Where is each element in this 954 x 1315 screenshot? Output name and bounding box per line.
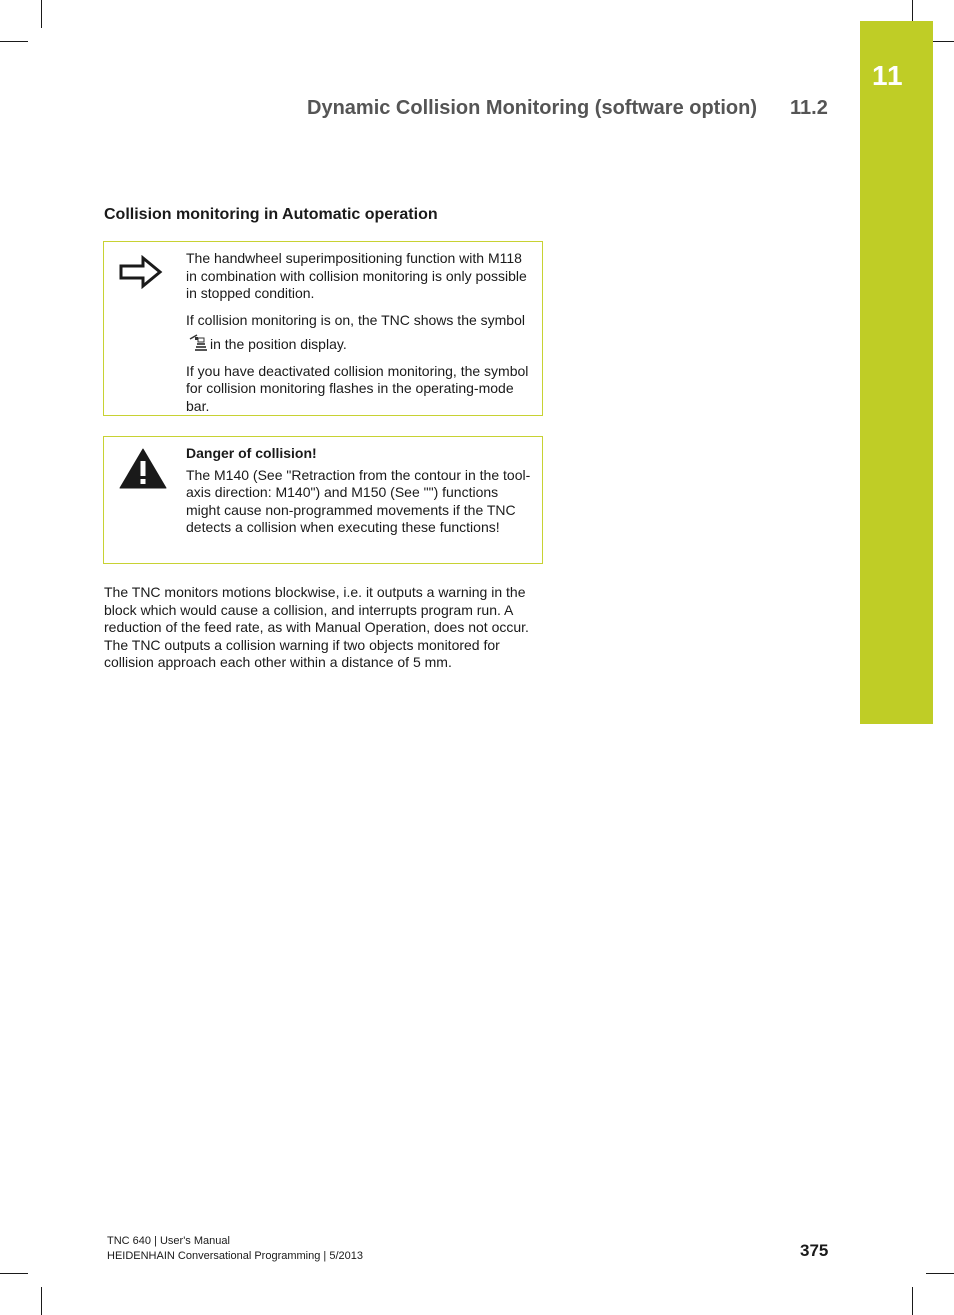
note-text: in the position display. [210,335,347,352]
warning-box-text [186,445,534,542]
crop-mark [0,41,28,42]
note-box-text [186,250,534,420]
crop-mark [41,1287,42,1315]
running-header-section: 11.2 [790,97,828,119]
note-paragraph: The handwheel superimpositioning function with M118 in combination with collision monitoring is only possible in stopped condition. [186,250,527,301]
warning-box [103,436,543,564]
note-box [103,241,543,416]
chapter-tab [860,21,933,724]
crop-mark [912,1287,913,1315]
warning-paragraph: The M140 (See "Retraction from the contour in the tool-axis direction: M140") and M150 (See "") functions might cause non-programmed movements if the TNC detects a collision when executing these functions! [186,466,531,535]
footer-line: TNC 640 | User's Manual [107,1235,230,1247]
crop-mark [926,1273,954,1274]
arrow-right-icon [118,255,164,294]
running-header-title: Dynamic Collision Monitoring (software option) [307,97,757,119]
page-number: 375 [800,1241,829,1260]
chapter-number: 11 [872,60,904,91]
note-paragraph [186,308,534,358]
section-heading: Collision monitoring in Automatic operation [104,206,438,223]
footer-line: HEIDENHAIN Conversational Programming | 5/2013 [107,1250,363,1262]
collision-monitoring-icon [188,334,208,358]
note-text: If collision monitoring is on, the TNC shows the symbol [186,311,525,328]
warning-icon [119,447,167,494]
warning-title: Danger of collision! [186,445,317,461]
note-paragraph: If you have deactivated collision monitoring, the symbol for collision monitoring flashes in the operating-mode bar. [186,362,529,414]
crop-mark [41,0,42,28]
body-paragraph: The TNC monitors motions blockwise, i.e. it outputs a warning in the block which would cause a collision, and interrupts program run. A reduction of the feed rate, as with Manual Operation, does not occur. The TNC outputs a collision warning if two objects monitored for collision approach each other within a distance of 5 mm. [104,584,529,670]
crop-mark [0,1273,28,1274]
